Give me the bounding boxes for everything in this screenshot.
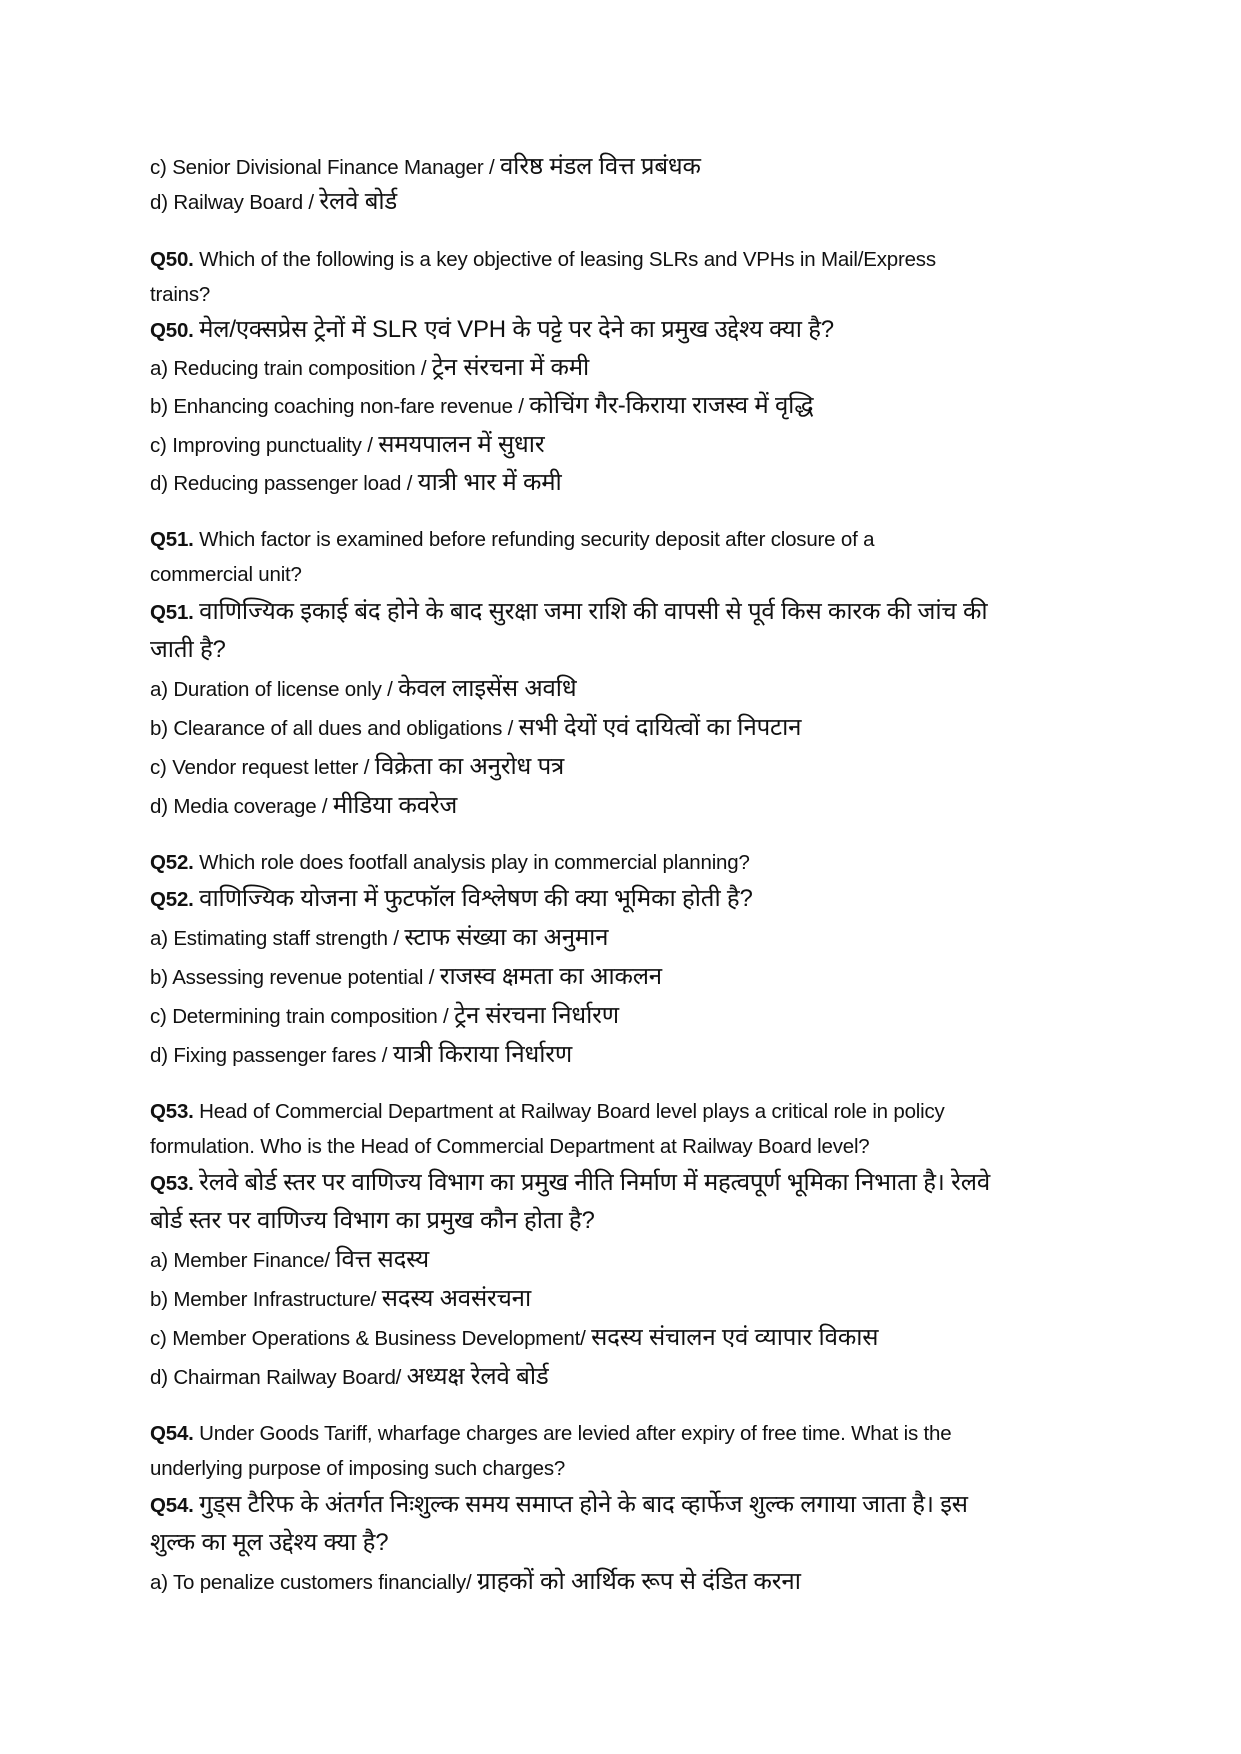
q53-option-d bbox=[150, 1362, 548, 1393]
question-text-en: Head of Commercial Department at Railway Board level plays a critical role in policy bbox=[199, 1100, 945, 1123]
option-label: a) bbox=[150, 678, 168, 701]
option-text-hi: मीडिया कवरेज bbox=[332, 792, 458, 819]
option-label: c) bbox=[150, 1327, 167, 1350]
option-text-hi: स्टाफ संख्या का अनुमान bbox=[404, 924, 609, 951]
option-label: d) bbox=[150, 1044, 168, 1067]
q51-hi-line-2 bbox=[150, 635, 226, 666]
q52-option-c bbox=[150, 1001, 619, 1032]
q51-hi-line-1 bbox=[150, 597, 987, 628]
q53-hi-line-2 bbox=[150, 1206, 595, 1237]
q50-en-line-1 bbox=[150, 245, 936, 275]
q54-hi-line-2 bbox=[150, 1528, 388, 1559]
q53-hi-line-1 bbox=[150, 1168, 990, 1199]
q50-hi-line-1 bbox=[150, 315, 834, 346]
option-text-hi: कोचिंग गैर-किराया राजस्व में वृद्धि bbox=[529, 392, 814, 419]
option-text-hi: सभी देयों एवं दायित्वों का निपटान bbox=[518, 714, 802, 741]
q53-en-line-2 bbox=[150, 1132, 870, 1162]
q52-en-line-1 bbox=[150, 848, 750, 878]
option-text-en: Media coverage / bbox=[173, 795, 328, 818]
question-text-en: underlying purpose of imposing such charges? bbox=[150, 1457, 566, 1480]
option-text-en: Estimating staff strength / bbox=[173, 927, 399, 950]
option-label: c) bbox=[150, 1005, 167, 1028]
option-text-en: Improving punctuality / bbox=[172, 434, 373, 457]
question-number: Q51. bbox=[150, 528, 194, 551]
option-label: a) bbox=[150, 1571, 168, 1594]
option-text-en: Reducing train composition / bbox=[173, 357, 427, 380]
option-text-en: Senior Divisional Finance Manager / bbox=[172, 156, 495, 179]
q50-option-c bbox=[150, 430, 544, 461]
option-text-hi: केवल लाइसेंस अवधि bbox=[398, 675, 577, 702]
option-text-hi: वित्त सदस्य bbox=[335, 1246, 429, 1273]
option-text-hi: ग्राहकों को आर्थिक रूप से दंडित करना bbox=[477, 1568, 801, 1595]
q51-en-line-1 bbox=[150, 525, 874, 555]
option-text-en: Enhancing coaching non-fare revenue / bbox=[173, 395, 524, 418]
question-number: Q53. bbox=[150, 1100, 194, 1123]
question-number: Q51. bbox=[150, 601, 194, 624]
question-text-hi: शुल्क का मूल उद्देश्य क्या है? bbox=[150, 1529, 389, 1556]
option-text-hi: यात्री किराया निर्धारण bbox=[392, 1041, 573, 1068]
question-number: Q54. bbox=[150, 1494, 194, 1517]
option-text-hi: राजस्व क्षमता का आकलन bbox=[439, 963, 662, 990]
q51-option-d bbox=[150, 791, 457, 822]
option-text-hi: विक्रेता का अनुरोध पत्र bbox=[374, 753, 565, 780]
q50-option-d bbox=[150, 468, 562, 499]
question-number: Q54. bbox=[150, 1422, 194, 1445]
q52-hi-line-1 bbox=[150, 884, 753, 915]
q50-en-line-2 bbox=[150, 280, 210, 310]
question-text-en: commercial unit? bbox=[150, 563, 302, 586]
option-text-en: Fixing passenger fares / bbox=[173, 1044, 388, 1067]
option-text-en: Reducing passenger load / bbox=[173, 472, 413, 495]
option-text-hi: ट्रेन संरचना निर्धारण bbox=[454, 1002, 619, 1029]
option-text-en: Determining train composition / bbox=[172, 1005, 449, 1028]
option-text-en: Vendor request letter / bbox=[172, 756, 370, 779]
q54-en-line-2 bbox=[150, 1454, 565, 1484]
option-label: a) bbox=[150, 927, 168, 950]
option-label: d) bbox=[150, 472, 168, 495]
question-text-hi: बोर्ड स्तर पर वाणिज्य विभाग का प्रमुख कौन होता है? bbox=[150, 1207, 595, 1234]
q53-option-b bbox=[150, 1284, 531, 1315]
q52-option-d bbox=[150, 1040, 572, 1071]
option-label: a) bbox=[150, 357, 168, 380]
question-text-hi: वाणिज्यिक इकाई बंद होने के बाद सुरक्षा जमा राशि की वापसी से पूर्व किस कारक की जांच की bbox=[199, 598, 988, 625]
option-text-en: Member Infrastructure/ bbox=[173, 1288, 377, 1311]
question-number: Q50. bbox=[150, 319, 194, 342]
option-text-hi: अध्यक्ष रेलवे बोर्ड bbox=[406, 1363, 549, 1390]
option-text-en: Duration of license only / bbox=[173, 678, 393, 701]
option-label: d) bbox=[150, 191, 168, 214]
q50-option-b bbox=[150, 391, 813, 422]
question-number: Q53. bbox=[150, 1172, 194, 1195]
option-text-en: To penalize customers financially/ bbox=[172, 1571, 472, 1594]
question-number: Q50. bbox=[150, 248, 194, 271]
q54-hi-line-1 bbox=[150, 1490, 968, 1521]
option-text-en: Chairman Railway Board/ bbox=[173, 1366, 402, 1389]
q51-option-a bbox=[150, 674, 576, 705]
option-label: b) bbox=[150, 395, 168, 418]
question-text-en: Which factor is examined before refunding security deposit after closure of a bbox=[199, 528, 875, 551]
option-text-en: Assessing revenue potential / bbox=[172, 966, 435, 989]
question-text-hi: रेलवे बोर्ड स्तर पर वाणिज्य विभाग का प्रमुख नीति निर्माण में महत्वपूर्ण भूमिका निभाता है। रेलवे bbox=[199, 1169, 990, 1196]
option-text-en: Member Operations & Business Development/ bbox=[172, 1327, 586, 1350]
question-number: Q52. bbox=[150, 888, 194, 911]
option-label: b) bbox=[150, 1288, 168, 1311]
q52-option-b bbox=[150, 962, 662, 993]
q53-option-c bbox=[150, 1323, 878, 1354]
q51-option-b bbox=[150, 713, 801, 744]
q52-option-a bbox=[150, 923, 608, 954]
option-text-hi: सदस्य अवसंरचना bbox=[381, 1285, 531, 1312]
option-text-hi: समयपालन में सुधार bbox=[378, 431, 545, 458]
option-label: c) bbox=[150, 434, 167, 457]
question-number: Q52. bbox=[150, 851, 194, 874]
question-text-en: Which role does footfall analysis play in commercial planning? bbox=[199, 851, 750, 874]
option-label: d) bbox=[150, 1366, 168, 1389]
option-text-en: Member Finance/ bbox=[173, 1249, 330, 1272]
option-text-hi: वरिष्ठ मंडल वित्त प्रबंधक bbox=[500, 153, 701, 180]
q51-en-line-2 bbox=[150, 560, 302, 590]
q53-option-a bbox=[150, 1245, 429, 1276]
q54-en-line-1 bbox=[150, 1419, 951, 1449]
question-text-hi: वाणिज्यिक योजना में फुटफॉल विश्लेषण की क्या भूमिका होती है? bbox=[199, 885, 753, 912]
question-text-hi: मेल/एक्सप्रेस ट्रेनों में SLR एवं VPH के पट्टे पर देने का प्रमुख उद्देश्य क्या है? bbox=[199, 316, 834, 343]
question-text-en: trains? bbox=[150, 283, 211, 306]
question-text-en: formulation. Who is the Head of Commercial Department at Railway Board level? bbox=[150, 1135, 870, 1158]
option-label: b) bbox=[150, 717, 168, 740]
question-text-hi: जाती है? bbox=[150, 636, 226, 663]
q54-option-a bbox=[150, 1567, 801, 1598]
option-c-prev bbox=[150, 152, 701, 183]
option-label: b) bbox=[150, 966, 168, 989]
option-label: c) bbox=[150, 756, 167, 779]
option-label: a) bbox=[150, 1249, 168, 1272]
option-label: c) bbox=[150, 156, 167, 179]
option-text-hi: ट्रेन संरचना में कमी bbox=[431, 354, 590, 381]
option-text-hi: रेलवे बोर्ड bbox=[319, 188, 398, 215]
option-text-en: Clearance of all dues and obligations / bbox=[173, 717, 514, 740]
q50-option-a bbox=[150, 353, 589, 384]
option-text-en: Railway Board / bbox=[173, 191, 314, 214]
question-text-en: Under Goods Tariff, wharfage charges are levied after expiry of free time. What is the bbox=[199, 1422, 952, 1445]
option-text-hi: यात्री भार में कमी bbox=[417, 469, 562, 496]
question-text-en: Which of the following is a key objective of leasing SLRs and VPHs in Mail/Express bbox=[199, 248, 936, 271]
q53-en-line-1 bbox=[150, 1097, 945, 1127]
option-label: d) bbox=[150, 795, 168, 818]
option-text-hi: सदस्य संचालन एवं व्यापार विकास bbox=[591, 1324, 879, 1351]
option-d-prev bbox=[150, 187, 397, 218]
question-text-hi: गुड्स टैरिफ के अंतर्गत निःशुल्क समय समाप्त होने के बाद व्हार्फेज शुल्क लगाया जाता है। इस bbox=[199, 1491, 968, 1518]
q51-option-c bbox=[150, 752, 564, 783]
